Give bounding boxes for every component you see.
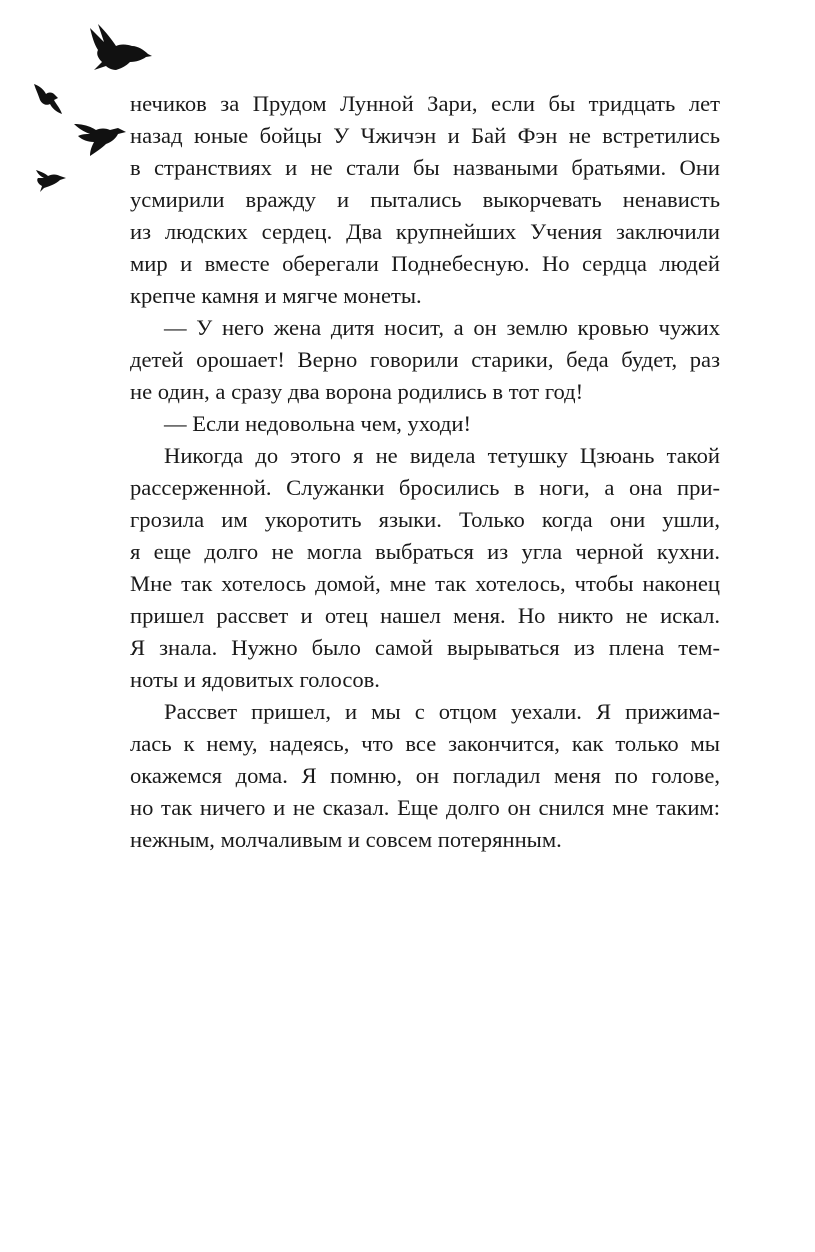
- text-line: назад юные бойцы У Чжичэн и Бай Фэн не встретились: [130, 123, 720, 148]
- crow-icon: [72, 118, 126, 158]
- text-line: лась к нему, надеясь, что все закончится, как только мы: [130, 731, 720, 756]
- text-line: я еще долго не могла выбраться из угла черной кухни.: [130, 539, 720, 564]
- text-line: из людских сердец. Два крупнейших Учения заключили: [130, 219, 720, 244]
- text-line: но так ничего и не сказал. Еще долго он снился мне таким:: [130, 795, 720, 820]
- text-line: ноты и ядовитых голосов.: [130, 667, 380, 692]
- crow-icon: [34, 166, 66, 192]
- body-text: [130, 88, 720, 856]
- text-line: Мне так хотелось домой, мне так хотелось, чтобы наконец: [130, 571, 720, 596]
- text-line: рассерженной. Служанки бросились в ноги, а она при-: [130, 475, 720, 500]
- text-line: — Если недовольна чем, уходи!: [164, 411, 472, 436]
- text-line: мир и вместе оберегали Поднебесную. Но сердца людей: [130, 251, 720, 276]
- crow-icon: [86, 24, 152, 72]
- text-line: детей орошает! Верно говорили старики, беда будет, раз: [130, 347, 720, 372]
- text-line: Рассвет пришел, и мы с отцом уехали. Я прижима-: [164, 699, 720, 724]
- text-line: окажемся дома. Я помню, он погладил меня по голове,: [130, 763, 720, 788]
- text-line: пришел рассвет и отец нашел меня. Но никто не искал.: [130, 603, 720, 628]
- text-line: грозила им укоротить языки. Только когда они ушли,: [130, 507, 720, 532]
- text-line: Никогда до этого я не видела тетушку Цзюань такой: [164, 443, 720, 468]
- crow-icon: [32, 82, 64, 116]
- text-line: — У него жена дитя носит, а он землю кровью чужих: [164, 315, 720, 340]
- text-line: в странствиях и не стали бы назваными братьями. Они: [130, 155, 720, 180]
- text-line: Я знала. Нужно было самой вырываться из плена тем-: [130, 635, 720, 660]
- text-line: крепче камня и мягче монеты.: [130, 283, 422, 308]
- text-line: усмирили вражду и пытались выкорчевать ненависть: [130, 187, 720, 212]
- text-line: нечиков за Прудом Лунной Зари, если бы тридцать лет: [130, 91, 720, 116]
- text-line: нежным, молчаливым и совсем потерянным.: [130, 827, 562, 852]
- text-line: не один, а сразу два ворона родились в тот год!: [130, 379, 584, 404]
